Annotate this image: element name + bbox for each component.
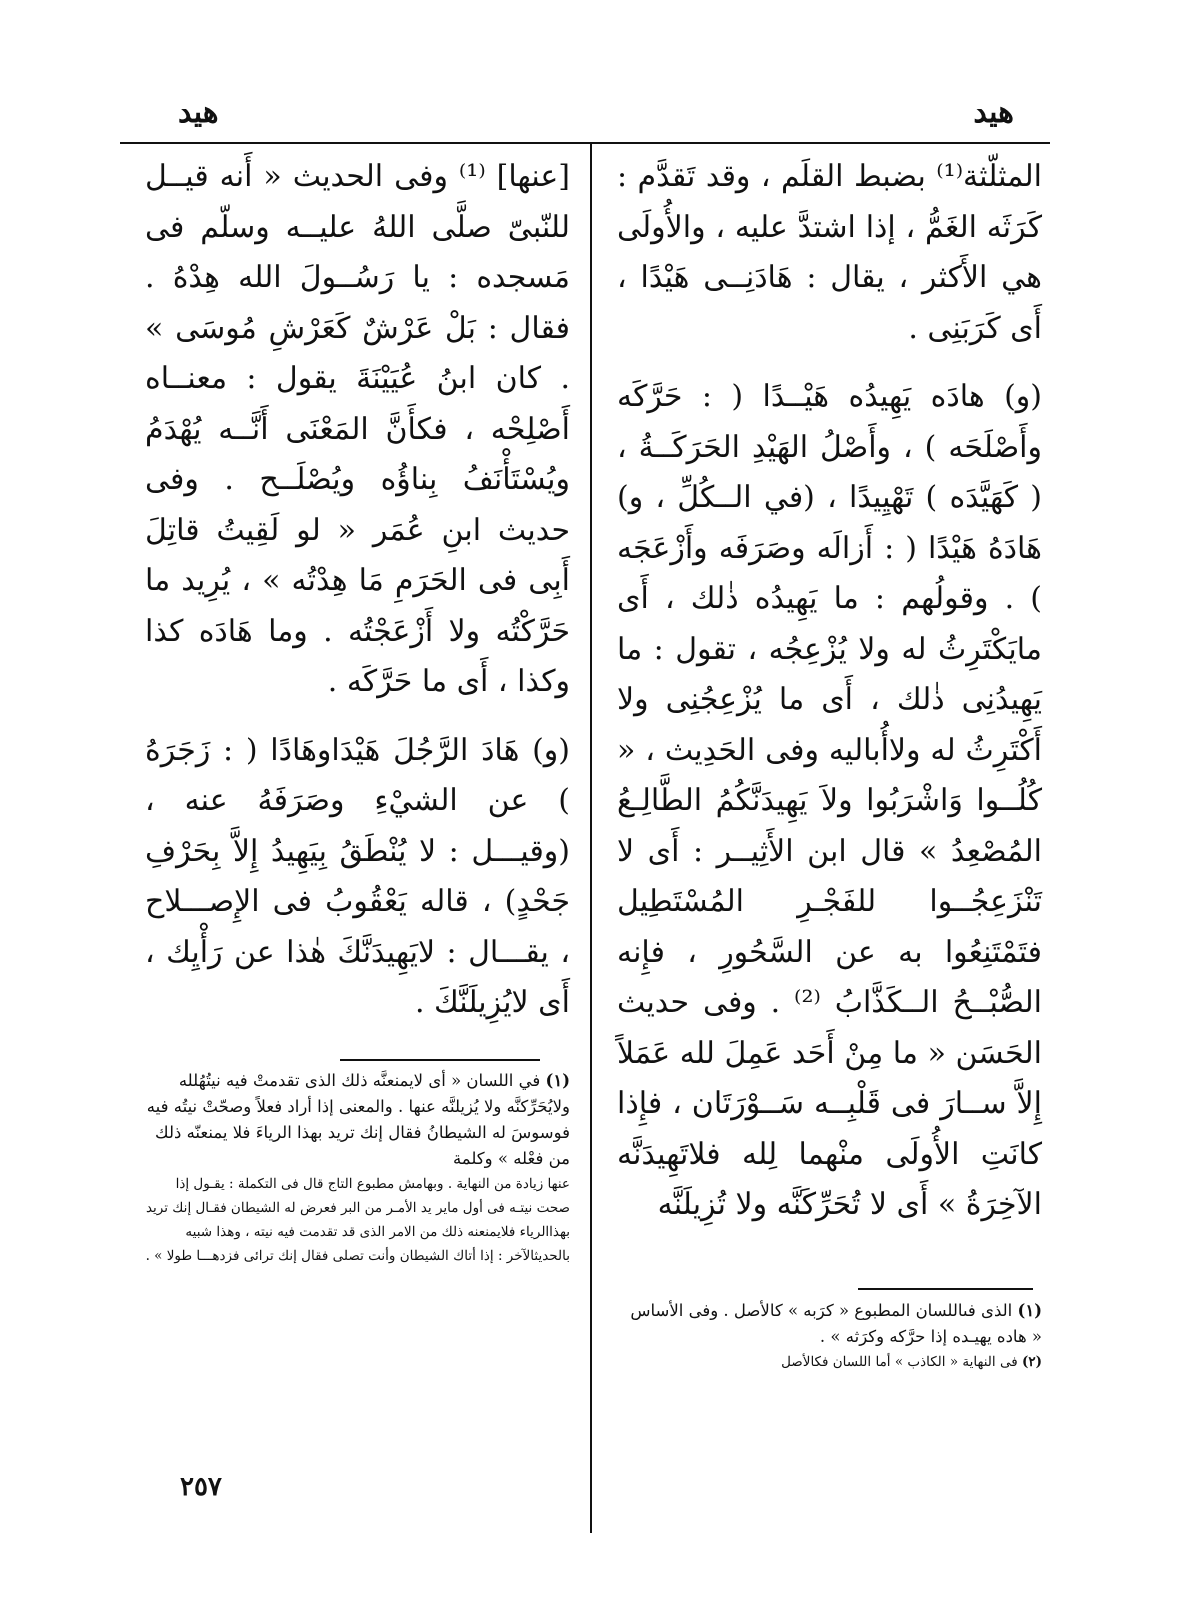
running-head-right: هيد [973,95,1014,130]
footnote-rule-right [858,1288,1033,1290]
page-number: ٢٥٧ [180,1472,222,1502]
footnote-left-1 [145,1068,570,1172]
footnote-number: (١) [545,1071,570,1090]
footnote-left-1-continued [145,1172,570,1268]
footnote-text: في اللسان « أى لايمنعنَّه ذلك الذى تقدمتْ فيه نيتُهُلله ولايُحَرِّكنَّه ولا يُزيلنَّه عنها . والمعنى إذا أراد فعلاً وصحّتْ نيتُه فيه فوسوسَ له الشيطانُ فقال إنك تريد بهذا الرياءَ فلا يمنعنّه ذلك من فعْله » وكلمة [146,1071,570,1168]
left-paragraph-2: (و) هَادَ الرَّجُلَ هَيْدَاوهَادًا ( : زَجَرَهُ ) عن الشيْءِ وصَرَفَهُ عنه ، (وقيـــل : لا يُنْطَقُ بِيَهِيدُ إِلاَّ بِحَرْفِ جَحْدٍ) ، قاله يَعْقُوبُ فى الإِصـــلاح ، يقـــال : لايَهِيدَنَّكَ هٰذا عن رَأْيِك ، أَى لايُزِيلَنَّكَ . [145,732,570,1020]
right-paragraph-1: المثلّثة⁽¹⁾ بضبط القلَم ، وقد تَقدَّم : كَرَثَه الغَمُّ ، إذا اشتدَّ عليه ، والأُولَى هي الأَكثر ، يقال : هَادَنِــى هَيْدًا ، أَى كَرَبَنِى . [617,159,1042,346]
footnote-text: عنها زيادة من النهاية . وبهامش مطبوع التاج قال فى التكملة : يقـول إذا صحت نيتـه فى أول ماير يد الأمـر من البر فعرض له الشيطان فقـال إنك تريد بهذاالرياء فلايمنعنه ذلك من الامر الذى قد تقدمت فيه نيته ، وهذا شبيه بالحديثالآخر : إذا أتاك الشيطان وأنت تصلى فقال إنك ترائى فزدهـــا طولا » . [145,1176,570,1264]
right-paragraph-2: (و) هادَه يَهِيدُه هَيْــدًا ( : حَرَّكَه وأَصْلَحَه ) ، وأَصْلُ الهَيْدِ الحَرَكَــةُ ، ( كَهَيَّدَه ) تَهْيِيدًا ، (في الــكُلِّ ، و) هَادَهُ هَيْدًا ( : أَزالَه وصَرَفَه وأَزْعَجَه ) . وقولُهم : ما يَهِيدُه ذٰلك ، أَى مايَكْتَرِثُ له ولا يُزْعِجُه ، تقول : ما يَهِيدُنِى ذٰلك ، أَى ما يُزْعِجُنِى ولا أَكْتَرِثُ له ولاأُباليه وفى الحَدِيث ، « كُلُــوا وَاشْرَبُوا ولاَ يَهِيدَنَّكُمُ الطَّالِـعُ المُصْعِدُ » قال ابن الأَثِيــر : أَى لا تَنْزَعِجُــوا للفَجْـرِ المُسْتَطِيل فتَمْتَنِعُوا به عن السَّحُورِ ، فإِنه الصُّبْــحُ الــكَذَّابُ ⁽²⁾ . وفى حديث الحَسَن « ما مِنْ أَحَد عَمِلَ لله عَمَلاً إِلاَّ ســارَ فى قَلْبِــه سَــوْرَتَان ، فإِذا كانَتِ الأُولَى منْهما لِله فلاتَهِيدَنَّه الآخِرَةُ » أَى لا تُحَرِّكَنَّه ولا تُزِيلَنَّه [617,379,1042,1222]
running-head-left: هيد [178,95,219,130]
footnote-text: الذى فىاللسان المطبوع « كرَبه » كالأصل . وفى الأساس « هاده يهيـده إذا حرَّكه وكرَثه » . [630,1301,1042,1346]
header-rule [120,142,1050,144]
footnote-text: فى النهاية « الكاذب » أما اللسان فكالأصل [781,1354,1018,1370]
left-column [145,152,570,1029]
right-column [617,152,1042,1231]
footnote-rule-left [340,1059,540,1061]
footnote-number: (٢) [1021,1354,1042,1370]
footnote-right-2 [617,1350,1042,1374]
footnote-right-1 [617,1298,1042,1350]
column-divider [590,143,592,1533]
footnotes-left [145,1068,570,1268]
footnotes-right [617,1298,1042,1374]
footnote-number: (١) [1017,1301,1042,1320]
left-paragraph-1: [عنها] ⁽¹⁾ وفى الحديث « أَنه قيــل للنّبىّ صلَّى اللهُ عليــه وسلّم فى مَسجده : يا رَسُــولَ الله هِدْهُ . فقال : بَلْ عَرْشٌ كَعَرْشِ مُوسَى » . كان ابنُ عُيَيْنَةَ يقول : معنــاه أَصْلِحْه ، فكأَنَّ المَعْنَى أَنَّــه يُهْدَمُ ويُسْتَأْنَفُ بِناؤُه ويُصْلَــح . وفى حديث ابنِ عُمَر « لو لَقِيتُ قاتِلَ أَبِى فى الحَرَمِ مَا هِدْتُه » ، يُرِيد ما حَرَّكْتُه ولا أَزْعَجْتُه . وما هَادَه كذا وكذا ، أَى ما حَرَّكَه . [145,159,571,699]
